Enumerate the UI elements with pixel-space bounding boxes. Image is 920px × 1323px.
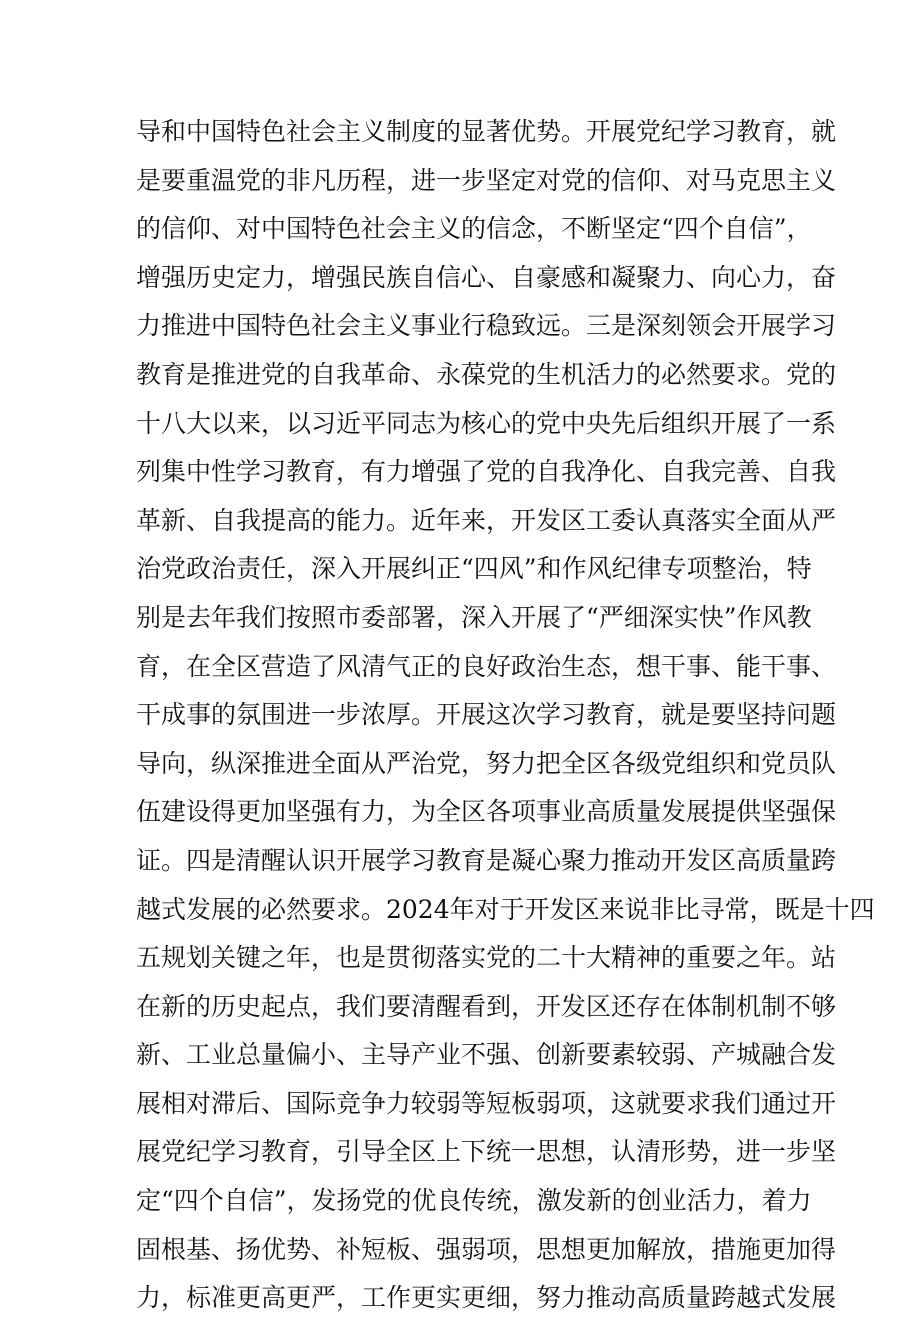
text-line: 育，在全区营造了风清气正的良好政治生态，想干事、能干事、	[136, 651, 837, 681]
text-line: 教育是推进党的自我革命、永葆党的生机活力的必然要求。党的	[136, 359, 837, 389]
text-line: 力推进中国特色社会主义事业行稳致远。三是深刻领会开展学习	[136, 311, 837, 341]
text-line: 治党政治责任，深入开展纠正“四风”和作风纪律专项整治，特	[136, 554, 812, 584]
text-line: 定“四个自信”，发扬党的优良传统，激发新的创业活力，着力	[136, 1186, 812, 1216]
text-line: 越式发展的必然要求。2024年对于开发区来说非比寻常，既是十四	[136, 894, 875, 924]
text-line: 展相对滞后、国际竞争力较弱等短板弱项，这就要求我们通过开	[136, 1088, 837, 1118]
text-line: 新、工业总量偏小、主导产业不强、创新要素较弱、产城融合发	[136, 1040, 837, 1070]
text-line: 伍建设得更加坚强有力，为全区各项事业高质量发展提供坚强保	[136, 797, 837, 827]
text-line: 革新、自我提高的能力。近年来，开发区工委认真落实全面从严	[136, 505, 837, 535]
text-line: 证。四是清醒认识开展学习教育是凝心聚力推动开发区高质量跨	[136, 845, 837, 875]
text-line: 展党纪学习教育，引导全区上下统一思想，认清形势，进一步坚	[136, 1137, 837, 1167]
text-line: 固根基、扬优势、补短板、强弱项，思想更加解放，措施更加得	[136, 1234, 837, 1264]
text-line: 力，标准更高更严，工作更实更细，努力推动高质量跨越式发展	[136, 1283, 837, 1313]
text-line: 五规划关键之年，也是贯彻落实党的二十大精神的重要之年。站	[136, 943, 837, 973]
text-line: 十八大以来，以习近平同志为核心的党中央先后组织开展了一系	[136, 408, 837, 438]
text-line: 别是去年我们按照市委部署，深入开展了“严细深实快”作风教	[136, 602, 812, 632]
text-line: 在新的历史起点，我们要清醒看到，开发区还存在体制机制不够	[136, 991, 837, 1021]
body-paragraph	[136, 108, 875, 1323]
text-line: 列集中性学习教育，有力增强了党的自我净化、自我完善、自我	[136, 457, 837, 487]
text-line: 导向，纵深推进全面从严治党，努力把全区各级党组织和党员队	[136, 748, 837, 778]
text-line: 增强历史定力，增强民族自信心、自豪感和凝聚力、向心力，奋	[136, 262, 837, 292]
text-line: 干成事的氛围进一步浓厚。开展这次学习教育，就是要坚持问题	[136, 700, 837, 730]
text-line: 的信仰、对中国特色社会主义的信念，不断坚定“四个自信”，	[136, 214, 812, 244]
text-line: 是要重温党的非凡历程，进一步坚定对党的信仰、对马克思主义	[136, 165, 837, 195]
text-line: 导和中国特色社会主义制度的显著优势。开展党纪学习教育，就	[136, 117, 837, 146]
